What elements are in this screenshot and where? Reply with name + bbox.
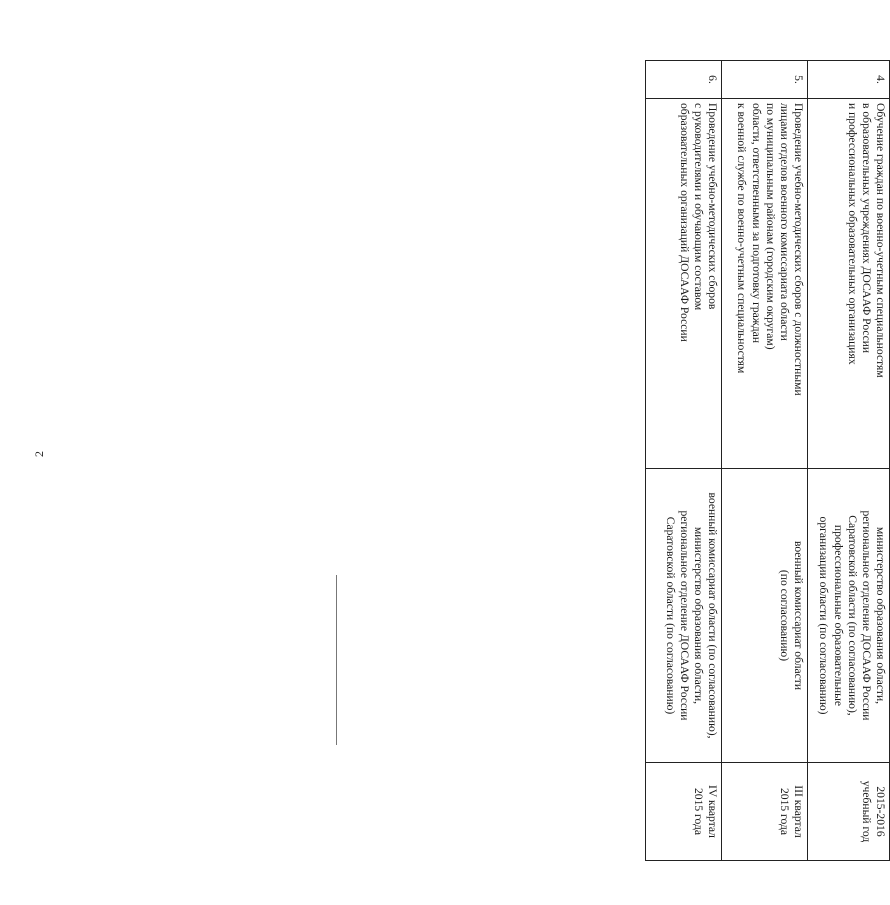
activity-cell — [646, 99, 722, 469]
term-line: учебный год — [859, 780, 873, 843]
responsible-cell — [646, 469, 722, 763]
rotated-table-container — [646, 60, 890, 860]
responsible-cell — [722, 469, 808, 763]
responsible-line: Саратовской области (по согласованию) — [663, 516, 677, 715]
term-line: 2015 года — [691, 787, 705, 836]
row-number: 6. — [646, 61, 722, 99]
term-cell — [808, 763, 890, 861]
page-number: 2 — [32, 451, 46, 457]
responsible-line: региональное отделение ДОСААФ России — [677, 510, 691, 721]
term-line: III квартал — [792, 785, 805, 838]
row-number: 5. — [722, 61, 808, 99]
responsible-line: профессиональные образовательные — [831, 524, 845, 707]
activity-line: к военной службе по военно-учетным специальностям — [735, 103, 749, 374]
responsible-line: министерство образования области, — [691, 526, 705, 705]
table-row-6 — [646, 61, 722, 861]
activity-line: в образовательных учреждениях ДОСААФ России — [859, 103, 873, 354]
responsible-line: (по согласованию) — [777, 569, 791, 662]
activity-line: по муниципальным районам (городским округам) — [763, 103, 777, 350]
table-row-4 — [808, 61, 890, 861]
activity-cell — [808, 99, 890, 469]
term-cell — [722, 763, 808, 861]
activity-line: Проведение учебно-методических сборов — [706, 103, 719, 310]
responsible-line: региональное отделение ДОСААФ России — [859, 510, 873, 721]
activity-line: лицами отделов военного комиссариата области — [777, 103, 791, 341]
measures-table — [645, 60, 890, 861]
responsible-line: Саратовской области (по согласованию), — [845, 515, 859, 716]
activity-line: Обучение граждан по военно-учетным специальностям — [874, 103, 887, 378]
responsible-line: организации области (по согласованию) — [817, 516, 831, 715]
signature-rule — [336, 575, 337, 745]
activity-cell — [722, 99, 808, 469]
activity-line: с руководителями и обучающим составом — [691, 103, 705, 311]
term-line: IV квартал — [706, 785, 719, 838]
term-line: 2015-2016 — [874, 786, 887, 837]
activity-line: Проведение учебно-методических сборов с должностными — [792, 103, 805, 396]
activity-line: области, ответственными за подготовку граждан — [749, 103, 763, 344]
activity-line: и профессиональных образовательных организациях — [845, 103, 859, 365]
responsible-line: военный комиссариат области — [792, 540, 805, 691]
table-row-5 — [722, 61, 808, 861]
row-number: 4. — [808, 61, 890, 99]
responsible-cell — [808, 469, 890, 763]
activity-line: образовательных организаций ДОСААФ России — [677, 103, 691, 342]
term-cell — [646, 763, 722, 861]
term-line: 2015 года — [777, 787, 791, 836]
responsible-line: министерство образования области, — [874, 526, 887, 705]
responsible-line: военный комиссариат области (по согласованию), — [706, 492, 719, 739]
